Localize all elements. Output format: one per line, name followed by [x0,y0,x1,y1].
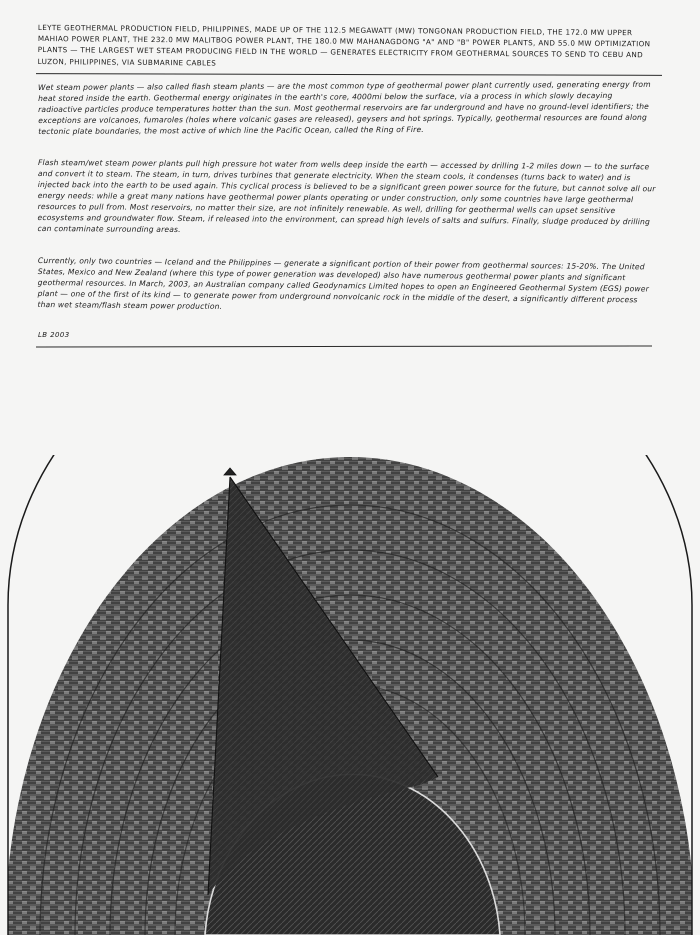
top-rule [36,73,662,76]
bottom-rule [36,345,652,347]
caption-header: LEYTE GEOTHERMAL PRODUCTION FIELD, PHILIPPINES, MADE UP OF THE 112.5 MEGAWATT (MW) TONGONAN PRODUCTION FIELD, THE 172.0 MW UPPER MAHIAO POWER PLANT, THE 232.0 MW MALITBOG POWER PLANT, THE 180.0 MW MAHANAGDONG "A" AND "B" POWER PLANTS, AND 55.0 MW OPTIMIZATION PLANTS — THE LARGEST WET STEAM PRODUCING FIELD IN THE WORLD — GENERATES ELECTRICITY FROM GEOTHERMAL SOURCES TO SEND TO CEBU AND LUZON, PHILIPPINES, VIA SUBMARINE CABLES [37,22,651,68]
paragraph-countries: Currently, only two countries — Iceland and the Philippines — generate a significant portion of their power from geothermal sources: 15-20%. The United States, Mexico and New Zealand (where this type of power generation was developed) also have numerous geothermal power plants and significant geothermal resources. In March, 2003, an Australian company called Geodynamics Limited hopes to open an Engineered Geothermal System (EGS) power plant — one of the first of its kind — to generate power from underground nonvolcanic rock in the middle of the desert, a significantly different process than wet steam/flash steam power production. [37,255,649,311]
earth-cross-section-svg [0,455,700,935]
power-plant-marker [224,468,236,475]
paragraph-wet-steam: Wet steam power plants — also called flash steam plants — are the most common type of geothermal power plant currently used, generating energy from heat stored inside the earth. Geothermal energy originates in the earth's core, 4000mi below the surface, via a process in which slowly decaying radioactive particles produce temperatures hotter than the sun. Most geothermal reservoirs are far underground and have no ground-level identifiers; the exceptions are volcanoes, fumaroles (holes where volcanic gases are released), geysers and hot springs. Typically, geothermal resources are found along tectonic plate boundaries, the most active of which line the Pacific Ocean, called the Ring of Fire. [38,79,651,136]
paragraph-flash-steam: Flash steam/wet steam power plants pull high pressure hot water from wells deep inside the earth — accessed by drilling 1-2 miles down — to the surface and convert it to steam. The steam, in turn, drives turbines that generate electricity. When the steam cools, it condenses (turns back to water) and is injected back into the earth to be used again. This cyclical process is believed to be a significant green power source for the future, but cannot solve all our energy needs: while a great many nations have geothermal power plants operating or under construction, only some countries have large geothermal resources to pull from. Most reservoirs, no matter their size, are not infinitely renewable. As well, drilling for geothermal wells can upset sensitive ecosystems and groundwater flow. Steam, if released into the environment, can spread high levels of salts and sulfurs. Finally, sludge produced by drilling can contaminate surrounding areas. [37,157,656,234]
artist-signature: LB 2003 [38,331,70,339]
earth-cross-section-drawing [0,455,700,935]
